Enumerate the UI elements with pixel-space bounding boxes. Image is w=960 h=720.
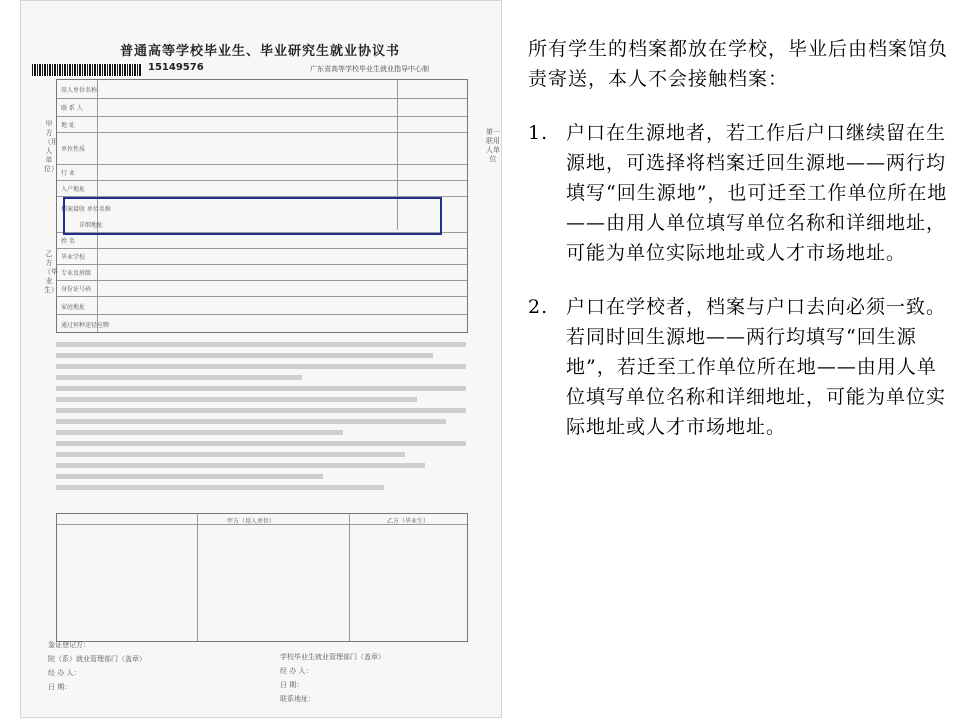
list-item: [528, 118, 948, 268]
form-row-label: 单位性质: [61, 146, 86, 153]
form-issuer: 广东省高等学校毕业生就业指导中心制: [310, 65, 429, 73]
form-row-label: 详细地址: [79, 222, 104, 229]
signature-section: [56, 513, 468, 642]
barcode: [32, 64, 142, 76]
form-row-label: 入户地址: [61, 186, 86, 193]
form-row-label: 毕业学校: [61, 254, 86, 261]
party-b-side-label: 乙方（毕业生）: [44, 250, 58, 294]
signature-header-party-a: 甲方（用人单位）: [227, 518, 276, 525]
copy-side-label: 第一联用人单位: [486, 128, 500, 163]
list-item-text: 户口在学校者，档案与户口去向必须一致。若同时回生源地——两行均填写“回生源地”，若迁至工作单位所在地——由用人单位填写单位名称和详细地址，可能为单位实际地址或人才市场地址。: [566, 296, 947, 438]
verification-footer-left: 鉴证登记方： 院（系）就业管理部门（盖章） 经 办 人： 日 期：: [48, 641, 146, 691]
form-title: 普通高等学校毕业生、毕业研究生就业协议书: [119, 44, 400, 59]
list-item-number: 1.: [528, 122, 549, 144]
form-row-label: 姓 名: [61, 238, 75, 245]
form-row-label: 行 业: [61, 170, 75, 177]
form-row-label: 身份证号码: [61, 286, 92, 293]
agreement-terms-text: [56, 336, 466, 496]
form-row-label: 家庭地址: [61, 304, 86, 311]
form-row-label: 档案接收 单位名称: [61, 206, 111, 213]
verification-footer-right: 学校毕业生就业管理部门（盖章） 经 办 人： 日 期： 联系地址：: [280, 653, 385, 703]
form-row-label: 专业及班级: [61, 270, 92, 277]
list-item: [528, 292, 948, 442]
intro-paragraph: 所有学生的档案都放在学校，毕业后由档案馆负责寄送，本人不会接触档案：: [528, 38, 949, 90]
form-row-label: 联 系 人: [61, 105, 83, 112]
list-item-number: 2.: [528, 296, 549, 318]
form-row-label: 用人单位名称: [61, 87, 98, 94]
form-row-label: 地 址: [61, 122, 75, 129]
list-item-text: 户口在生源地者，若工作后户口继续留在生源地，可选择将档案迁回生源地——两行均填写“回生源地”，也可迁至工作单位所在地——由用人单位填写单位名称和详细地址，可能为单位实际地址或人才市场地址。: [566, 122, 948, 264]
form-serial-number: 15149576: [148, 62, 204, 73]
employment-agreement-form-image: [20, 0, 502, 718]
party-a-side-label: 甲方（用人单位）: [44, 120, 58, 173]
archive-receiving-highlight-box: [63, 197, 442, 235]
signature-header-party-b: 乙方（毕业生）: [387, 518, 430, 525]
explanation-text: [528, 34, 948, 466]
form-row-label: 通过何种途径应聘: [61, 322, 110, 329]
